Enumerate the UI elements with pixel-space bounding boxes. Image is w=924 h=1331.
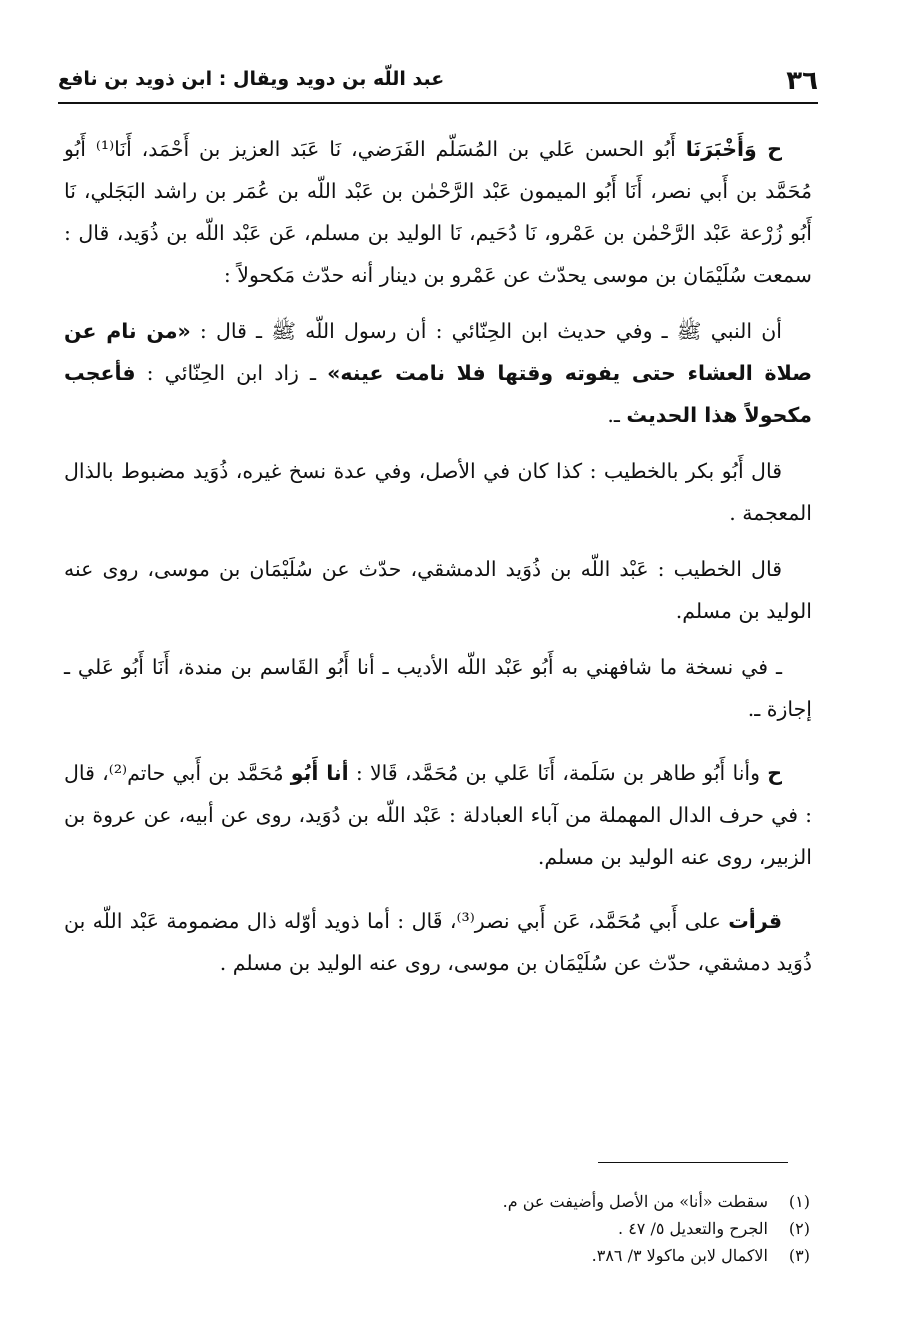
running-title: عبد اللّه بن دويد ويقال : ابن ذويد بن نافع xyxy=(58,68,445,90)
footnote-rule xyxy=(598,1162,788,1163)
paragraph-5 xyxy=(64,646,812,730)
paragraph-text: أَبُو الحسن عَلي بن المُسَلّم الفَرَضي، نَا عَبَد العزيز بن أَحْمَد، أَنَا⁽¹⁾ أَبُو مُحَمَّد بن أَبي نصر، أَنَا أَبُو الميمون عَبْد الرَّحْمٰن بن عَبْد اللّه بن عُمَر بن راشد البَجَلي، نَا أَبُو زُرْعة عَبْد الرَّحْمٰن بن عَمْرو، نَا دُحَيم، نَا الوليد بن مسلم، عَن عَبْد اللّه بن ذُوَيد، قال : سمعت سُلَيْمَان بن موسى يحدّث عن عَمْرو بن دينار أنه حدّث مَكحولاً : xyxy=(64,137,812,287)
footnote-1 xyxy=(340,1188,810,1215)
paragraph-lead: ح وَأَخْبَرَنَا xyxy=(685,137,783,161)
page-header xyxy=(58,58,818,98)
paragraph-lead: ح xyxy=(767,761,782,785)
paragraph-text: وأنا أَبُو طاهر بن سَلَمة، أَنَا عَلي بن مُحَمَّد، قَالا : xyxy=(348,761,768,785)
paragraph-text: قال أَبُو بكر بالخطيب : كذا كان في الأصل، وفي عدة نسخ غيره، ذُوَيد مضبوط بالذال المعجمة . xyxy=(64,459,812,525)
paragraph-text: قال الخطيب : عَبْد اللّه بن ذُوَيد الدمشقي، حدّث عن سُلَيْمَان بن موسى، روى عنه الوليد بن مسلم. xyxy=(64,557,812,623)
paragraph-text: ـ. xyxy=(607,403,627,427)
page-number: ٣٦ xyxy=(786,66,818,96)
footnote-number: (٢) xyxy=(788,1219,810,1238)
paragraph-text: أن النبي ﷺ ـ وفي حديث ابن الحِنّائي : أن رسول اللّه ﷺ ـ قال : xyxy=(190,319,782,343)
paragraph-4 xyxy=(64,548,812,632)
header-rule xyxy=(58,102,818,104)
paragraph-3 xyxy=(64,450,812,534)
footnote-number: (١) xyxy=(788,1192,810,1211)
paragraph-1 xyxy=(64,128,812,296)
paragraph-lead: قرأت xyxy=(728,909,782,933)
paragraph-bold: أنا أَبُو xyxy=(290,761,349,785)
paragraph-text: ـ في نسخة ما شافهني به أَبُو عَبْد اللّه الأديب ـ أنا أَبُو القَاسم بن مندة، أَنَا أَبُو عَلي ـ إجازة ـ. xyxy=(64,655,812,721)
footnote-text: الجرح والتعديل ٥/ ٤٧ . xyxy=(618,1219,768,1238)
footnote-number: (٣) xyxy=(788,1246,810,1265)
main-text xyxy=(64,128,812,984)
paragraph-text: مُحَمَّد بن أَبي حاتم⁽²⁾، قال : في حرف الدال المهملة من آباء العبادلة : عَبْد اللّه بن دُوَيد، روى عن أبيه، عن عروة بن الزبير، روى عنه الوليد بن مسلم. xyxy=(64,761,812,869)
paragraph-text: على أَبي مُحَمَّد، عَن أَبي نصر⁽³⁾، قَال : أما ذويد أوّله ذال مضمومة عَبْد اللّه بن ذُوَيد دمشقي، حدّث عن سُلَيْمَان بن موسى، روى عنه الوليد بن مسلم . xyxy=(64,909,812,975)
hadith-quote: «من نام عن صلاة العشاء حتى يفوته وقتها فلا نامت عينه» xyxy=(64,319,812,385)
footnote-text: سقطت «أنا» من الأصل وأضيفت عن م. xyxy=(502,1192,768,1211)
footnote-3 xyxy=(340,1242,810,1269)
paragraph-2 xyxy=(64,310,812,436)
footnote-2 xyxy=(340,1215,810,1242)
paragraph-bold: فأعجب مكحولاً هذا الحديث xyxy=(64,361,812,427)
footnote-text: الاكمال لابن ماكولا ٣/ ٣٨٦. xyxy=(591,1246,768,1265)
paragraph-text: ـ زاد ابن الحِنّائي : xyxy=(135,361,328,385)
paragraph-6 xyxy=(64,752,812,878)
paragraph-7 xyxy=(64,900,812,984)
footnotes xyxy=(340,1188,810,1269)
